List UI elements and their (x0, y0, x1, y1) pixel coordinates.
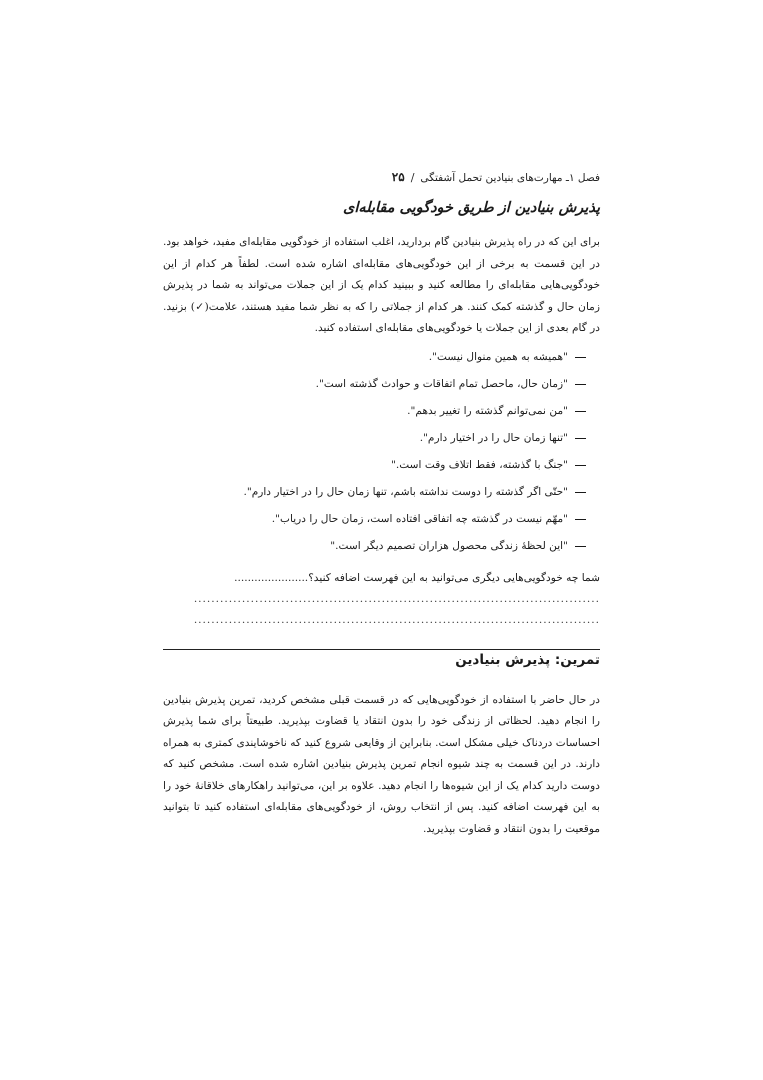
statement-text: "همیشه به همین منوال نیست". (428, 350, 568, 363)
dash-bullet (575, 438, 586, 439)
list-item (163, 479, 586, 506)
coping-statements-list (163, 344, 600, 560)
intro-text-part2: ) بزنید. در گام بعدی از این جملات یا خودگویی‌های مقابله‌ای استفاده کنید. (163, 300, 600, 334)
answer-line-2: ............................................................................................. (193, 613, 600, 626)
statement-text: "تنها زمان حال را در اختیار دارم". (419, 431, 568, 444)
dash-bullet (575, 492, 586, 493)
book-page (163, 170, 600, 840)
statement-text: "جنگ با گذشته، فقط اتلاف وقت است." (391, 458, 568, 471)
question-text: شما چه خودگویی‌هایی دیگری می‌توانید به این فهرست اضافه کنید؟ (308, 571, 600, 584)
statement-text: "حتّی اگر گذشته را دوست نداشته باشم، تنها زمان حال را در اختیار دارم". (243, 485, 568, 498)
exercise-paragraph: در حال حاضر با استفاده از خودگویی‌هایی که در قسمت قبلی مشخص کردید، تمرین پذیرش بنیادین را انجام دهید. لحظاتی از زندگی خود را بدون انتقاد یا قضاوت بپذیرید. طبیعتاً برای شما پذیرش احساسات دردناک خیلی مشکل است. بنابراین از وقایعی شروع کنید که ناخوشایندی کمتری به همراه دارند. در این قسمت به چند شیوه انجام تمرین پذیرش بنیادین اشاره شده است. مشخص کنید که دوست دارید کدام یک از این شیوه‌ها را انجام دهید. علاوه بر این، می‌توانید راهکارهای خلاقانهٔ خود را به این فهرست اضافه کنید. پس از انتخاب روش، از خودگویی‌های مقابله‌ای استفاده کنید تا بتوانید موقعیت را بدون انتقاد و قضاوت بپذیرید. (163, 693, 600, 835)
dash-bullet (575, 384, 586, 385)
running-header (163, 170, 600, 184)
list-item (163, 344, 586, 371)
intro-text-part1: برای این که در راه پذیرش بنیادین گام بردارید، اغلب استفاده از خودگویی مقابله‌ای مفید، خواهد بود. در این قسمت به برخی از این خودگویی‌های مقابله‌ای اشاره شده است. لطفاً هر کدام از این خودگویی‌هایی مقابله‌ای را مطالعه کنید و ببینید کدام یک از این جملات می‌تواند به شما در پذیرش زمان حال و گذشته کمک کنند. هر کدام از جملاتی را که به نظر شما مفید هستند، علامت( (163, 236, 600, 313)
chapter-title: فصل ۱ـ مهارت‌های بنیادین تحمل آشفتگی (420, 172, 600, 184)
list-item (163, 425, 586, 452)
section-divider (163, 649, 600, 650)
dash-bullet (575, 519, 586, 520)
answer-line-1: ............................................................................................. (193, 592, 600, 605)
section-heading-exercise: تمرین: پذیرش بنیادین (455, 651, 600, 668)
section-heading-coping-self-talk: پذیرش بنیادین از طریق خودگویی مقابله‌ای (343, 200, 600, 216)
statement-text: "زمان حال، ماحصل تمام اتفاقات و حوادث گذشته است". (315, 377, 568, 390)
page-number: ۲۵ (391, 170, 405, 184)
list-item (163, 506, 586, 533)
add-more-question (163, 568, 600, 589)
dash-bullet (575, 465, 586, 466)
dash-bullet (575, 357, 586, 358)
intro-paragraph (163, 232, 600, 340)
list-item (163, 398, 586, 425)
list-item (163, 371, 586, 398)
header-separator: / (410, 171, 415, 184)
statement-text: "من نمی‌توانم گذشته را تغییر بدهم". (407, 404, 568, 417)
dash-bullet (575, 411, 586, 412)
list-item (163, 452, 586, 479)
list-item (163, 533, 586, 560)
dash-bullet (575, 546, 586, 547)
statement-text: "این لحظهٔ زندگی محصول هزاران تصمیم دیگر است." (330, 539, 568, 552)
answer-dots: ...................... (234, 571, 309, 584)
statement-text: "مهّم نیست در گذشته چه اتفاقی افتاده است، زمان حال را دریاب". (271, 512, 568, 525)
checkmark-icon: ✓ (194, 300, 205, 313)
